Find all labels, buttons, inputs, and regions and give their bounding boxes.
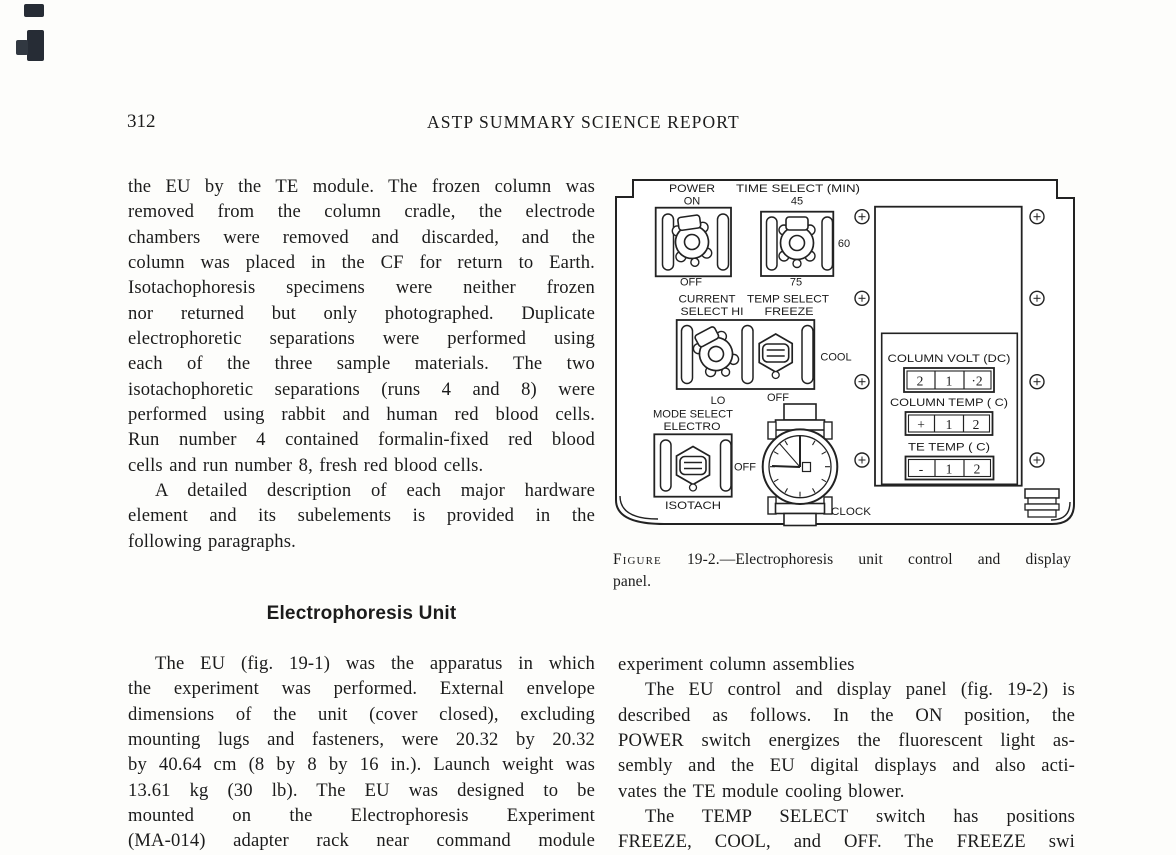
text-line: each of the three sample materials. The two (128, 353, 595, 375)
mode-electro-label: ELECTRO (663, 421, 721, 433)
text-line: removed from the column cradle, the electrode (128, 201, 595, 223)
page-number: 312 (127, 111, 156, 132)
text-line: The EU control and display panel (fig. 19-2) is (645, 679, 1075, 701)
figure-19-2 (608, 172, 1078, 534)
temp-select-label: TEMP SELECT (747, 293, 830, 306)
current-label: CURRENT (678, 293, 736, 306)
power-on-label: ON (683, 195, 701, 208)
scan-artifact (27, 30, 44, 61)
text-line: FREEZE, COOL, and OFF. The FREEZE swi (618, 831, 1075, 853)
text-line: mounted on the Electrophoresis Experiment (128, 804, 595, 826)
text-line: column was placed in the CF for return to Earth. (128, 251, 595, 273)
display-column-volt (888, 353, 1011, 392)
display-digit: + (917, 417, 925, 432)
text-line: chambers were removed and discarded, and the (128, 226, 595, 248)
time-60-label: 60 (837, 238, 851, 250)
text-line: by 40.64 cm (8 by 8 by 16 in.). Launch weight was (128, 754, 595, 776)
text-line: following paragraphs. (128, 530, 296, 552)
text-line: cells and run number 8, fresh red blood cells. (128, 454, 484, 476)
text-line: Run number 4 contained formalin-fixed red blood (128, 429, 595, 451)
text-line: described as follows. In the ON position, the (618, 704, 1075, 726)
figure-caption-rest: 19-2.—Electrophoresis unit control and display (661, 551, 1071, 568)
display-digit: 1 (945, 417, 953, 432)
clock-label: CLOCK (831, 506, 872, 518)
text-line: performed using rabbit and human red blood cells. (128, 403, 595, 425)
display-column-temp (890, 397, 1008, 435)
time-45-label: 45 (790, 195, 804, 208)
text-line: electrophoretic separations were performed using (128, 327, 595, 349)
figure-caption-line2: panel. (613, 572, 652, 590)
column-temp-label: COLUMN TEMP ( C) (890, 397, 1008, 409)
text-line: vates the TE module cooling blower. (618, 780, 905, 802)
text-line: the EU by the TE module. The frozen column was (128, 176, 595, 197)
latch (1025, 489, 1059, 517)
time-select-label: TIME SELECT (MIN) (736, 183, 860, 195)
left-column-paragraphs (128, 174, 595, 554)
mode-isotach-label: ISOTACH (665, 500, 722, 512)
text-line: A detailed description of each major hardware (155, 479, 595, 501)
text-line: mounting lugs and fasteners, were 20.32 by 20.32 (128, 728, 595, 750)
display-digit: 2 (916, 373, 924, 389)
display-digit: 1 (945, 461, 953, 477)
figure-caption-word: Figure (613, 551, 662, 568)
mode-off-label: OFF (734, 461, 756, 474)
te-temp-label: TE TEMP ( C) (908, 441, 990, 454)
current-lo-label: LO (710, 395, 726, 407)
text-line: 13.61 kg (30 lb). The EU was designed to be (128, 779, 595, 801)
column-volt-label: COLUMN VOLT (DC) (887, 353, 1011, 365)
left-column-paragraph-3 (128, 651, 595, 854)
hour-hand (772, 466, 800, 467)
running-head: ASTP SUMMARY SCIENCE REPORT (427, 112, 740, 132)
display-digit: 2 (972, 417, 980, 432)
right-column-paragraphs (618, 652, 1075, 855)
text-line: experiment column assemblies (618, 654, 855, 675)
temp-off-label: OFF (767, 392, 789, 404)
text-line: nor returned but only photographed. Duplicate (128, 302, 595, 324)
text-line: isotachophoretic separations (runs 4 and 8) were (128, 378, 595, 400)
current-hi-label: SELECT HI (680, 306, 744, 318)
control-panel-drawing (608, 172, 1078, 534)
mode-select-label: MODE SELECT (653, 408, 734, 421)
text-line: The EU (fig. 19-1) was the apparatus in which (155, 653, 595, 674)
figure-caption (613, 549, 1071, 592)
figure-caption-line1 (613, 549, 1071, 571)
text-line: dimensions of the unit (cover closed), excluding (128, 703, 595, 725)
text-line: sembly and the EU digital displays and also acti- (618, 755, 1075, 777)
time-75-label: 75 (789, 276, 803, 289)
temp-freeze-label: FREEZE (764, 306, 814, 318)
text-line: the experiment was performed. External envelope (128, 678, 595, 700)
text-line: element and its subelements is provided in the (128, 505, 595, 527)
temp-cool-label: COOL (820, 351, 852, 364)
power-label: POWER (669, 183, 716, 195)
text-line: (MA-014) adapter rack near command module (128, 830, 595, 852)
display-te-temp (906, 442, 994, 480)
display-digit: ·2 (971, 373, 983, 389)
scan-artifact (16, 40, 28, 55)
section-heading: Electrophoresis Unit (266, 603, 457, 624)
power-off-label: OFF (680, 276, 702, 289)
scan-artifact (24, 4, 44, 17)
text-line: Isotachophoresis specimens were neither frozen (128, 277, 595, 299)
text-line: The TEMP SELECT switch has positions (645, 805, 1075, 827)
display-section (875, 207, 1022, 486)
display-digit: 1 (945, 373, 953, 389)
display-digit: 2 (973, 461, 981, 477)
text-line: POWER switch energizes the fluorescent light as- (618, 729, 1075, 751)
display-digit: - (918, 461, 924, 477)
